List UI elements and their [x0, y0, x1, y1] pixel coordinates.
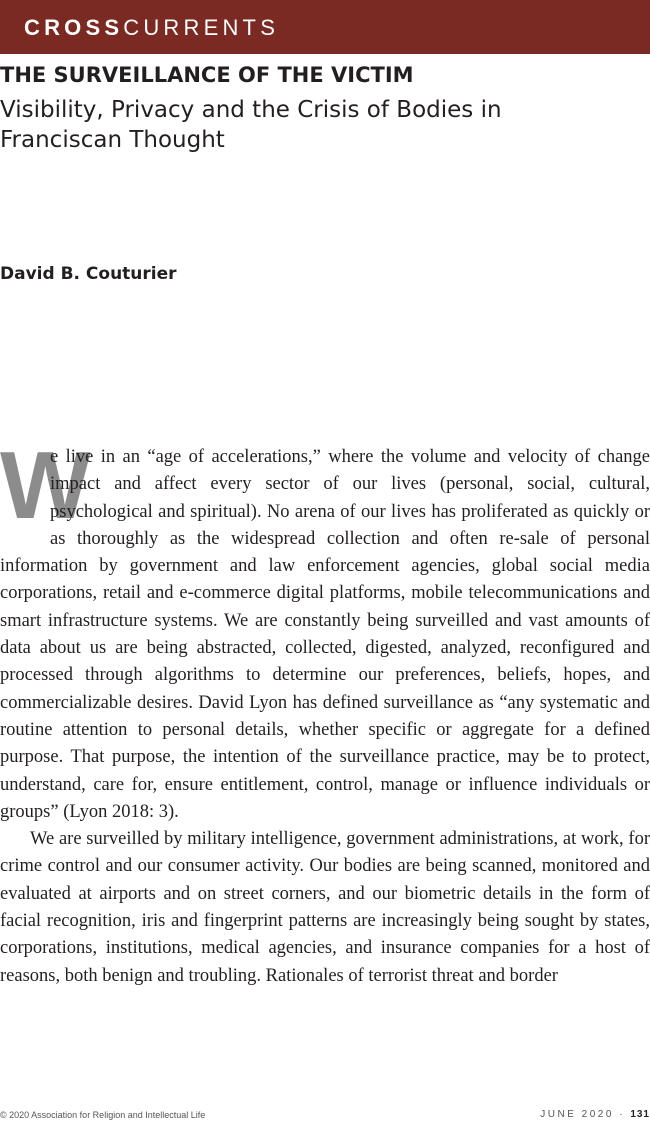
body-paragraph-1: [0, 432, 650, 826]
footer-separator: ·: [619, 1109, 626, 1120]
footer-issue-date: JUNE 2020: [540, 1109, 614, 1120]
body-paragraph-2: We are surveilled by military intelligence, government administrations, at work, for crime control and our consumer activity. Our bodies are being scanned, monitored and evaluated at airports and on street corners, and our biometric details in the form of facial recognition, iris and fingerprint patterns are increasingly being sought by states, corporations, institutions, medical agencies, and insurance companies for a host of reasons, both benign and troubling. Rationales of terrorist threat and border: [0, 829, 650, 986]
footer-copyright: © 2020 Association for Religion and Intellectual Life: [0, 1110, 206, 1120]
article-author: David B. Couturier: [0, 264, 177, 284]
journal-banner: [0, 0, 650, 54]
journal-name-bold: CROSS: [24, 15, 124, 40]
footer-page-number: 131: [630, 1109, 650, 1120]
body-paragraph-1-text: e live in an “age of accelerations,” where the volume and velocity of change impact and affect every sector of our lives (personal, social, cultural, psychological and spiritual). No arena of our lives has proliferated as quickly or as thoroughly as the widespread collection and often re-sale of personal information by government and law enforcement agencies, global social media corporations, retail and e-commerce digital platforms, mobile telecommunications and smart infrastructure systems. We are constantly being surveilled and vast amounts of data about us are being abstracted, collected, digested, analyzed, reconfigured and processed through algorithms to determine our preferences, beliefs, hopes, and commercializable desires. David Lyon has defined surveillance as “any systematic and routine attention to personal details, whether specific or aggregate for a defined purpose. That purpose, the intention of the surveillance practice, may be to protect, understand, care for, ensure entitlement, control, manage or influence individuals or groups” (Lyon 2018: 3).: [0, 447, 650, 822]
article-title: THE SURVEILLANCE OF THE VICTIM: [0, 63, 414, 87]
journal-name: [24, 14, 279, 42]
article-body: [0, 432, 650, 990]
footer-issue-info: [540, 1108, 650, 1121]
journal-name-light: CURRENTS: [123, 15, 280, 40]
article-subtitle: Visibility, Privacy and the Crisis of Bodies in Franciscan Thought: [0, 97, 502, 153]
drop-cap: W: [0, 432, 91, 539]
